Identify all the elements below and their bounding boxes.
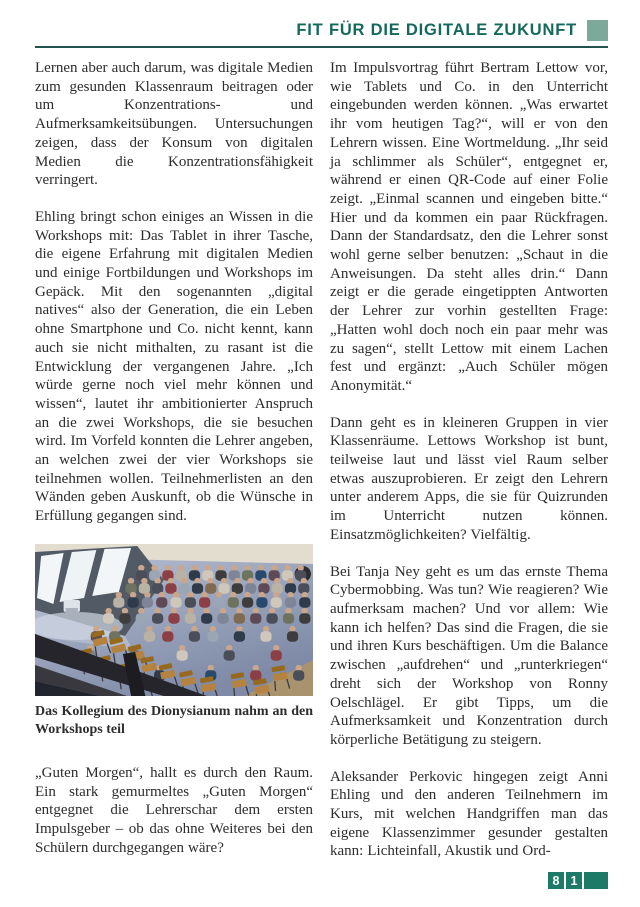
workshop-photo [35, 544, 313, 696]
header-row [35, 20, 608, 41]
right-column [330, 59, 608, 879]
paragraph: Dann geht es in kleineren Gruppen in vier Klassenräume. Lettows Workshop ist bunt, teilweise laut und lässt viel Raum selber etwas auszuprobieren. Er zeigt den Lehrern unter anderem Apps, die sie für Quizrunden im Unterricht nutzen können. Einsatzmöglichkeiten? Vielfältig. [330, 414, 608, 543]
header-rule [35, 46, 608, 48]
article-body [35, 59, 608, 879]
workshop-photo-figure [35, 544, 313, 740]
paragraph: Bei Tanja Ney geht es um das ernste Thema Cybermobbing. Was tun? Wie reagieren? Wie aufmerksam machen? Und vor allem: Wie kann ich helfen? Das sind die Fragen, die sie und ihren Kurs beschäftigen. Um die Balance zwischen „aufdrehen“ und „runterkriegen“ dreht sich der Workshop von Ronny Oelschlägel. Er gibt Tipps, um die Aufmerksamkeit und Konzentration durch körperliche Betätigung zu steigern. [330, 563, 608, 748]
paragraph: „Guten Morgen“, hallt es durch den Raum. Ein stark gemurmeltes „Guten Morgen“ entgegnet die Lehrerschar dem ersten Impulsgeber – ob das ohne Weiteres bei den Schülern durchgegangen wäre? [35, 764, 313, 856]
paragraph: Aleksander Perkovic hingegen zeigt Anni Ehling und den anderen Teilnehmern im Kurs, mit welchen Handgriffen man das eigene Klassenzimmer gesunder gestalten kann: Lichteinfall, Akustik und Ord- [330, 768, 608, 860]
paragraph: Ehling bringt schon einiges an Wissen in die Workshops mit: Das Tablet in ihrer Tasche, die eigene Erfahrung mit digitalen Medien und einige Fortbildungen und Workshops im Gepäck. Mit den sogenannten „digital natives“ also der Generation, die ein Leben ohne Smartphone und Co. nicht kennt, kann auch sie nicht mithalten, zu rasant ist die Entwicklung der vergangenen Jahre. „Ich würde gerne noch viel mehr können und wissen“, lautet ihr ambitionierter Anspruch an die zwei Workshops, die sie besuchen wird. Im Vorfeld konnten die Lehrer angeben, an welchen zwei der vier Workshops sie teilnehmen wollen. Teilnehmerlisten an den Wänden geben Auskunft, ob die Wünsche in Erfüllung gegangen sind. [35, 208, 313, 525]
paragraph: Im Impulsvortrag führt Bertram Lettow vor, wie Tablets und Co. in den Unterricht eingebunden werden können. „Was erwartet ihr vom heutigen Tag?“, will er von den Lehrern wissen. Eine Wortmeldung. „Ihr seid ja schlimmer als Schüler“, entgegnet er, während er einen QR-Code auf einer Folie zeigt. „Einmal scannen und eingeben bitte.“ Hier und da kommen ein paar Rückfragen. Dann der Standardsatz, den die Lehrer sonst wohl gerne selber benutzen: „Schaut in die Anweisungen. Da steht alles drin.“ Dann zeigt er die gerade eingetippten Antworten der Lehrer zur vorhin gestellten Frage: „Hatten wohl doch noch ein paar mehr was zu sagen“, stellt Lettow mit einem Lachen fest und ergänzt: „Auch Schüler mögen Anonymität.“ [330, 60, 608, 394]
paragraph: Lernen aber auch darum, was digitale Medien zum gesunden Klassenraum beitragen oder um Konzentrations- und Aufmerksamkeitsübungen. Untersuchungen zeigen, dass der Konsum von digitalen Medien die Konzentrationsfähigkeit verringert. [35, 60, 313, 189]
page-header [35, 20, 608, 48]
page-title: FIT FÜR DIE DIGITALE ZUKUNFT [296, 21, 577, 39]
header-accent-square [587, 20, 608, 41]
page-number-right: 1 [566, 872, 582, 889]
photo-caption: Das Kollegium des Dionysianum nahm an den Workshops teil [35, 703, 313, 738]
footer-accent-block [584, 872, 608, 889]
page-number-left: 8 [548, 872, 564, 889]
left-column [35, 59, 313, 879]
page-footer [548, 872, 608, 889]
